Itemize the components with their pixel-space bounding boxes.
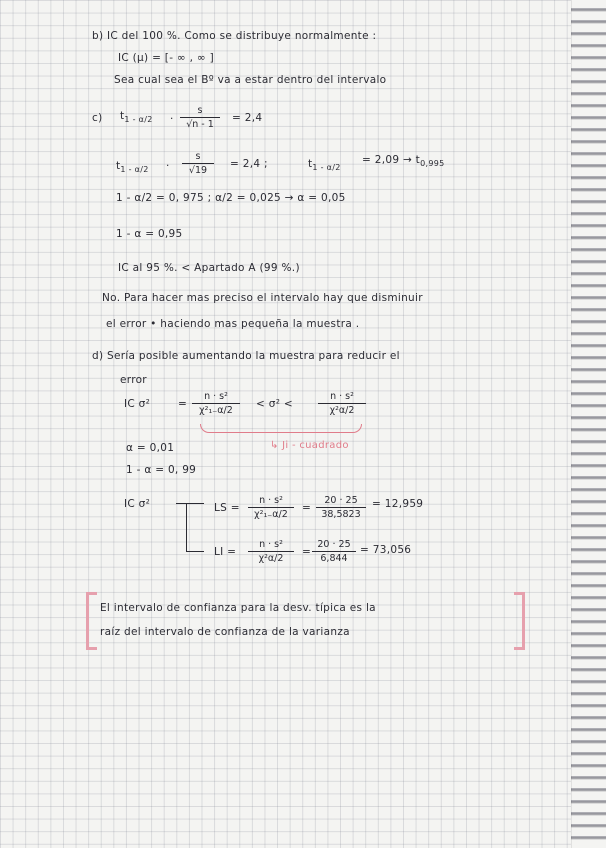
c-line-3: 1 - α/2 = 0, 975 ; α/2 = 0,025 → α = 0,05 xyxy=(116,192,346,204)
c-eq-1: = 2,4 xyxy=(232,112,263,124)
c-eq-2: = 2,4 ; xyxy=(230,158,268,170)
conclusion-line-2: raíz del intervalo de confianza de la varianza xyxy=(100,626,350,638)
left-bracket xyxy=(86,592,97,650)
c-t-rhs: $t_{1 - \alpha/2}$ xyxy=(308,158,341,173)
c-dot-1: · xyxy=(170,113,174,125)
li-formula: $\frac{\text{n · s²}}{\text{χ²α/2}}$ xyxy=(248,538,294,565)
connector-bottom xyxy=(186,551,204,552)
li-values: $\frac{20 \cdot 25}{6,844}$ xyxy=(312,538,356,565)
chi-note: ↳ Ji - cuadrado xyxy=(270,440,349,451)
c-eq-3: = $2,09 \to t_{0,995}$ xyxy=(362,154,445,169)
d-one-minus-alpha: 1 - α = 0, 99 xyxy=(126,464,197,476)
c-line-5: IC al 95 %. < Apartado A (99 %.) xyxy=(118,262,300,274)
d-ic-label: IC σ² xyxy=(124,398,151,410)
connector-vertical xyxy=(186,503,187,551)
li-eq: = xyxy=(302,546,312,558)
ls-eq: = xyxy=(302,502,312,514)
d-fraction-2: $\frac{\text{n · s²}}{\text{χ²α/2}}$ xyxy=(318,390,366,417)
conclusion-line-1: El intervalo de confianza para la desv. típica es la xyxy=(100,602,376,614)
li-label: LI = xyxy=(214,546,237,558)
b-line-3: Sea cual sea el Bº va a estar dentro del intervalo xyxy=(114,74,387,86)
d-fraction-1: $\frac{\text{n · s²}}{\text{χ²₁₋α/2}}$ xyxy=(192,390,240,417)
b-line-1: b) IC del 100 %. Como se distribuye normalmente : xyxy=(92,30,377,42)
d-inequality: < σ² < xyxy=(256,398,293,410)
d-line-2: error xyxy=(120,374,147,386)
chi-brace xyxy=(200,424,362,433)
c-fraction-2: $\frac{s}{√19}$ xyxy=(182,150,214,177)
connector-top xyxy=(176,503,204,504)
c-t-lhs-2: $t_{1 - \alpha/2}$ xyxy=(116,160,149,175)
d-line-1: d) Sería posible aumentando la muestra para reducir el xyxy=(92,350,400,362)
ls-values: $\frac{20 \cdot 25}{38,5823}$ xyxy=(316,494,366,521)
spiral-binding xyxy=(571,0,606,848)
c-label: c) xyxy=(92,112,103,124)
li-result: = 73,056 xyxy=(360,544,412,556)
c-no-line-1: No. Para hacer mas preciso el intervalo hay que disminuir xyxy=(102,292,423,304)
right-bracket xyxy=(514,592,525,650)
c-fraction-1: $\frac{s}{√n - 1}$ xyxy=(180,104,220,131)
ls-formula: $\frac{\text{n · s²}}{\text{χ²₁₋α/2}}$ xyxy=(248,494,294,521)
b-line-2: IC (μ) = [- ∞ , ∞ ] xyxy=(118,52,214,64)
ls-label: LS = xyxy=(214,502,240,514)
d-eq: = xyxy=(178,398,188,410)
d-ic2-label: IC σ² xyxy=(124,498,151,510)
c-dot-2: · xyxy=(166,160,170,172)
c-line-4: 1 - α = 0,95 xyxy=(116,228,183,240)
c-no-line-2: el error • haciendo mas pequeña la muestra . xyxy=(106,318,360,330)
ls-result: = 12,959 xyxy=(372,498,424,510)
c-t-lhs: $t_{1 - \alpha/2}$ xyxy=(120,110,153,125)
d-alpha: α = 0,01 xyxy=(126,442,175,454)
